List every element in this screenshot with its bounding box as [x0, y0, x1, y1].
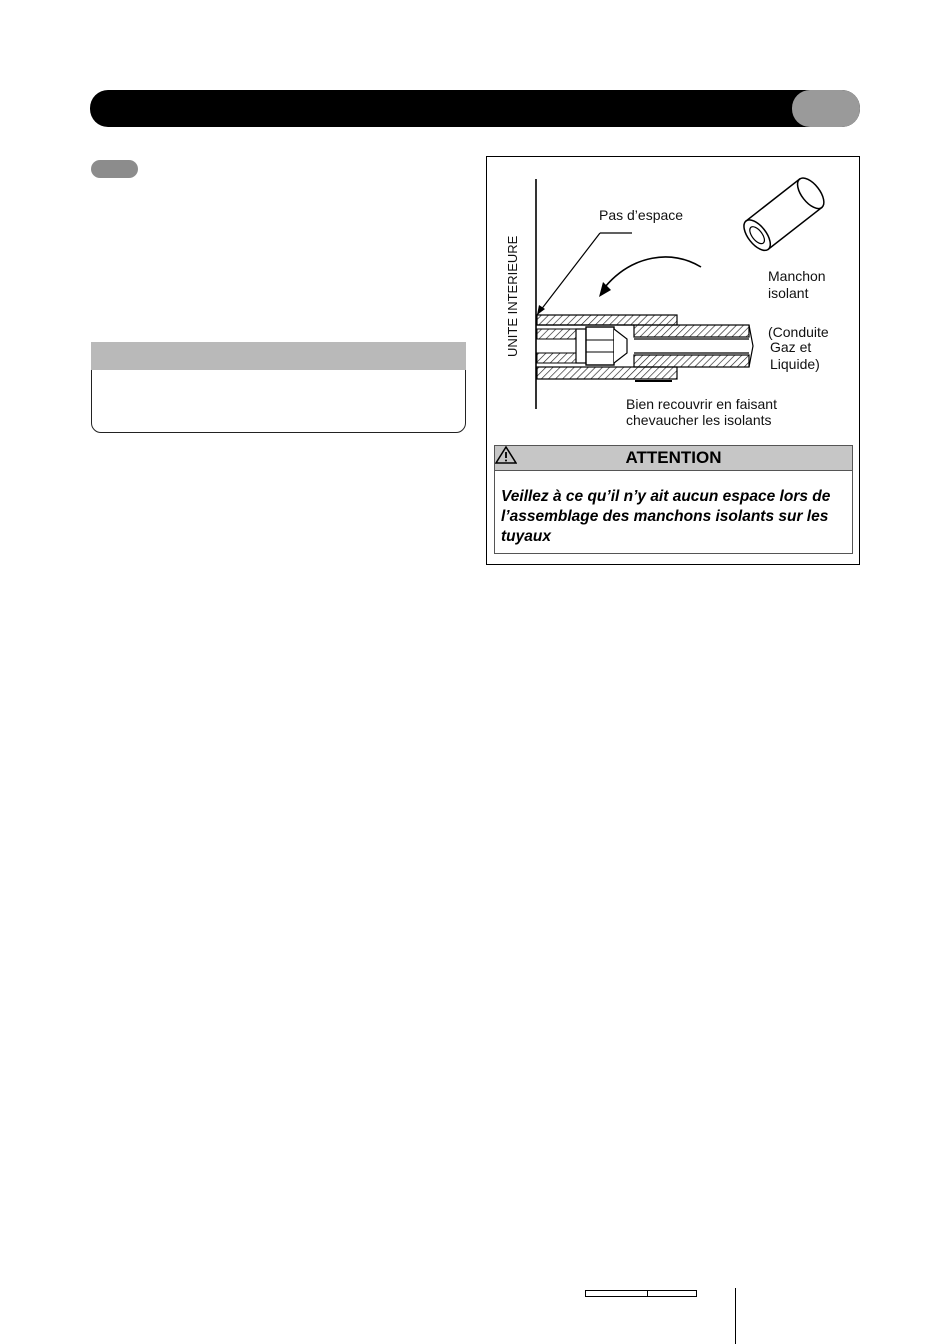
- section-marker-pill: [91, 160, 138, 178]
- section-header-bar: [90, 90, 860, 127]
- overlap-label-line1: Bien recouvrir en faisant: [626, 396, 777, 412]
- assembly-curved-arrow: [605, 257, 701, 287]
- note-box: [91, 342, 466, 433]
- no-gap-label: Pas d’espace: [599, 207, 684, 223]
- pipe-label-line2: Gaz et: [770, 339, 812, 355]
- pipe-cross-section: [537, 315, 753, 381]
- attention-header: [495, 446, 852, 471]
- note-box-header: [91, 342, 466, 370]
- assembly-arrowhead: [599, 282, 611, 297]
- insulation-figure: [486, 156, 860, 565]
- warning-triangle-icon: [495, 446, 517, 464]
- footer-page-indicator-divider: [647, 1291, 648, 1296]
- insulation-sleeve-drawing: [739, 174, 829, 255]
- sleeve-label-line2: isolant: [768, 285, 809, 301]
- attention-text: Veillez à ce qu’il n’y ait aucun espace lors de l’assemblage des manchons isolants sur les tuyaux: [501, 488, 831, 545]
- indoor-unit-label: UNITE INTERIEURE: [505, 235, 520, 357]
- footer-page-indicator: [585, 1290, 697, 1297]
- attention-box: [494, 445, 853, 554]
- pipe-label-line1: (Conduite: [768, 324, 829, 340]
- attention-title: ATTENTION: [625, 448, 722, 467]
- pipe-label-line3: Liquide): [770, 356, 820, 372]
- sleeve-label-line1: Manchon: [768, 268, 826, 284]
- overlap-label-line2: chevaucher les isolants: [626, 412, 772, 428]
- section-header-tab: [792, 90, 860, 127]
- footer-vertical-rule: [735, 1288, 736, 1344]
- no-gap-arrow: [537, 233, 600, 315]
